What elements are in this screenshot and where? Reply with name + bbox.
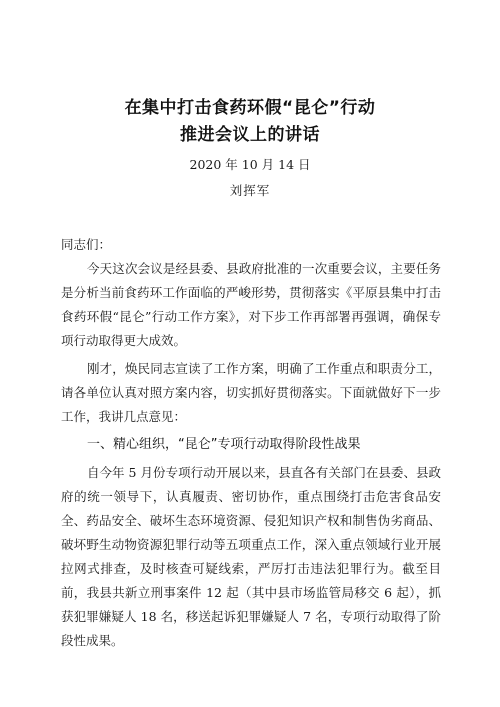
paragraph-remarks: 刚才，焕民同志宣读了工作方案，明确了工作重点和职责分工，请各单位认真对照方案内容，切实抓好贯彻落实。下面就做好下一步工作，我讲几点意见：	[61, 361, 441, 424]
document-title-line1: 在集中打击食药环假“昆仑”行动	[124, 98, 376, 118]
section-heading-1: 一、精心组织，“昆仑”专项行动取得阶段性战果	[87, 437, 361, 452]
document-date: 2020 年 10 月 14 日	[189, 157, 311, 172]
document-body	[61, 233, 441, 657]
document-title-line2: 推进会议上的讲话	[180, 125, 320, 145]
section-1-paragraph: 自今年 5 月份专项行动开展以来，县直各有关部门在县委、县政府的统一领导下，认真履责、密切协作，重点围绕打击危害食品安全、药品安全、破坏生态环境资源、侵犯知识产权和制售伪劣商品、破坏野生动物资源犯罪行动等五项重点工作，深入重点领域行业开展拉网式排查，及时核查可疑线索，严厉打击违法犯罪行为。截至目前，我县共新立刑事案件 12 起（其中县市场监管局移交 6 起），抓获犯罪嫌疑人 18 名，移送起诉犯罪嫌疑人 7 名，专项行动取得了阶段性成果。	[61, 465, 441, 648]
salutation: 同志们：	[61, 237, 112, 252]
paragraph-intro: 今天这次会议是经县委、县政府批准的一次重要会议，主要任务是分析当前食药环工作面临的严峻形势，贯彻落实《平原县集中打击食药环假“昆仑”行动工作方案》，对下步工作再部署再强调，确保专项行动取得更大成效。	[61, 261, 441, 348]
document-author: 刘挥军	[229, 183, 271, 198]
